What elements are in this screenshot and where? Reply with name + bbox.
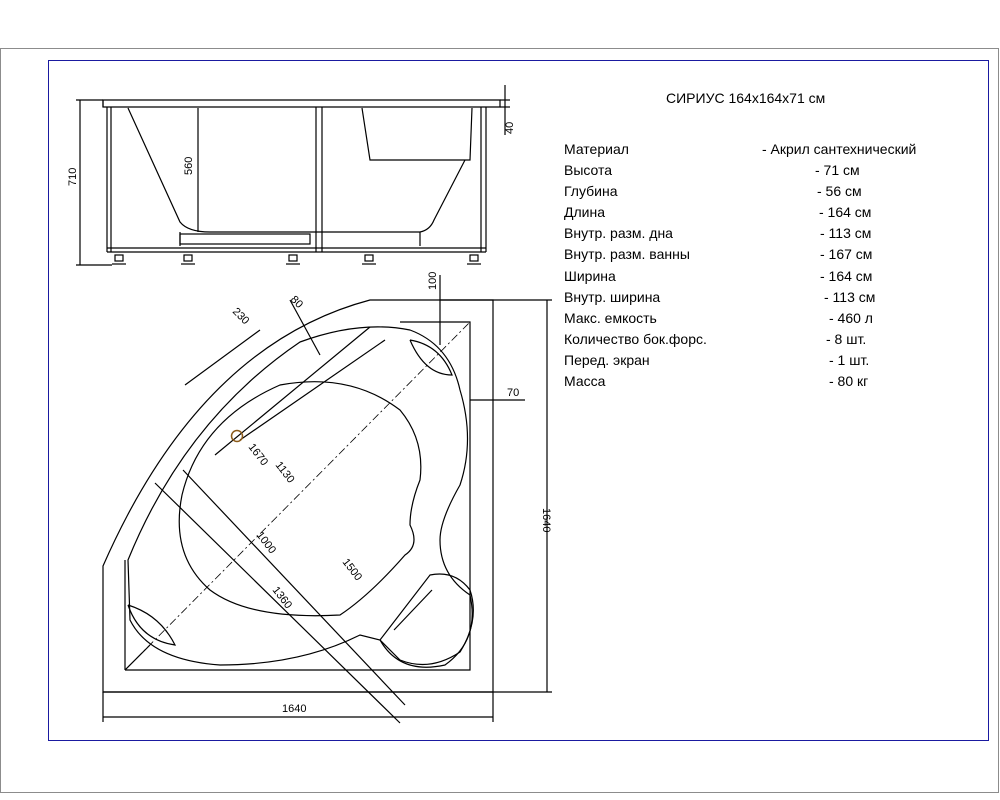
drain-hole-icon bbox=[232, 431, 243, 442]
spec-row bbox=[564, 331, 984, 352]
spec-row bbox=[564, 310, 984, 331]
spec-value: - 1 шт. bbox=[829, 351, 870, 368]
dim-80: 80 bbox=[287, 293, 306, 311]
spec-label: Материал bbox=[564, 141, 629, 157]
spec-row bbox=[564, 204, 984, 225]
spec-label: Перед. экран bbox=[564, 351, 650, 368]
spec-label: Внутр. ширина bbox=[564, 288, 661, 305]
spec-label: Высота bbox=[564, 162, 613, 179]
dim-40: 40 bbox=[504, 121, 516, 134]
dim-70: 70 bbox=[507, 387, 520, 399]
spec-row bbox=[564, 352, 984, 373]
dim-100: 100 bbox=[427, 271, 439, 290]
product-title: СИРИУС 164х164х71 см bbox=[666, 90, 826, 106]
dim-1640-right: 1640 bbox=[540, 508, 552, 533]
dim-1130: 1130 bbox=[272, 459, 297, 486]
spec-value: - 80 кг bbox=[829, 373, 869, 390]
spec-row bbox=[564, 268, 984, 289]
spec-label: Масса bbox=[564, 373, 606, 390]
spec-label: Внутр. разм. ванны bbox=[564, 246, 690, 263]
spec-row bbox=[564, 162, 984, 183]
spec-row bbox=[564, 246, 984, 267]
spec-value: - 56 см bbox=[817, 183, 862, 200]
spec-label: Ширина bbox=[564, 267, 616, 284]
spec-value: - Акрил сантехнический bbox=[762, 141, 917, 157]
feet bbox=[112, 255, 481, 264]
spec-label: Количество бок.форс. bbox=[564, 330, 707, 347]
dim-1500: 1500 bbox=[339, 556, 365, 584]
spec-value: - 8 шт. bbox=[826, 330, 867, 347]
plan-view bbox=[103, 275, 552, 723]
spec-value: - 167 см bbox=[820, 246, 873, 263]
spec-label: Внутр. разм. дна bbox=[564, 225, 673, 242]
dim-710: 710 bbox=[67, 167, 79, 186]
spec-row bbox=[564, 373, 984, 394]
dim-560: 560 bbox=[183, 156, 195, 175]
spec-value: - 460 л bbox=[829, 309, 873, 326]
spec-row bbox=[564, 289, 984, 310]
spec-value: - 113 см bbox=[824, 288, 876, 305]
dim-1360: 1360 bbox=[269, 584, 295, 612]
dim-230: 230 bbox=[229, 305, 252, 328]
dim-1670: 1670 bbox=[245, 441, 271, 469]
spec-row bbox=[564, 141, 984, 162]
spec-value: - 164 см bbox=[819, 204, 872, 221]
dim-1000: 1000 bbox=[253, 529, 279, 557]
spec-label: Глубина bbox=[564, 183, 618, 200]
spec-value: - 71 см bbox=[815, 162, 860, 179]
dim-1640-bottom: 1640 bbox=[282, 703, 307, 715]
spec-table bbox=[564, 141, 984, 394]
spec-row bbox=[564, 183, 984, 204]
spec-label: Длина bbox=[564, 204, 605, 221]
spec-value: - 113 см bbox=[820, 225, 872, 242]
side-view bbox=[76, 85, 510, 265]
spec-label: Макс. емкость bbox=[564, 309, 657, 326]
spec-value: - 164 см bbox=[820, 267, 873, 284]
spec-row bbox=[564, 225, 984, 246]
